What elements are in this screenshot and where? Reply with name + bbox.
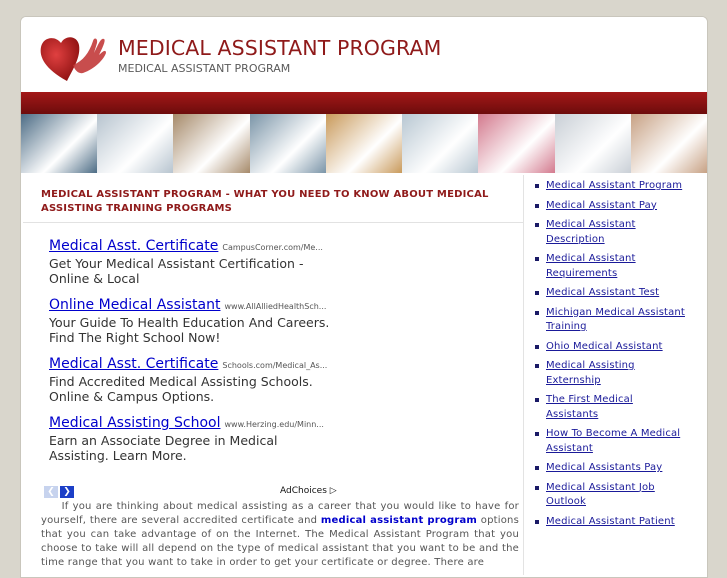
sidebar — [527, 175, 707, 575]
site-title[interactable]: MEDICAL ASSISTANT PROGRAM — [118, 36, 442, 60]
banner-tile — [555, 114, 631, 173]
heart-hands-icon[interactable] — [37, 31, 107, 83]
ad-title-link[interactable]: Medical Assisting School — [49, 415, 221, 431]
article-text: If you are thinking about medical assisting as a career that you would like to have for yourself, there are several accredited certificate and — [41, 501, 519, 526]
sidebar-item — [535, 515, 686, 530]
bullet-icon — [535, 204, 539, 208]
bullet-icon — [535, 486, 539, 490]
ad-title-link[interactable]: Medical Asst. Certificate — [49, 238, 219, 254]
sidebar-link[interactable]: Medical Assistant Test — [546, 287, 660, 298]
bullet-icon — [535, 364, 539, 368]
chevron-right-icon: ❯ — [63, 487, 71, 497]
banner-tile — [326, 114, 402, 173]
bullet-icon — [535, 466, 539, 470]
ad-title-link[interactable]: Medical Asst. Certificate — [49, 356, 219, 372]
sidebar-item — [535, 461, 686, 476]
ad-description: Get Your Medical Assistant Certification - Online & Local — [49, 256, 304, 286]
adchoices-link[interactable] — [280, 486, 337, 496]
sidebar-link[interactable]: Medical Assistant Job Outlook — [546, 481, 655, 507]
sidebar-link-list — [535, 179, 686, 534]
banner-tile — [402, 114, 478, 173]
bullet-icon — [535, 520, 539, 524]
ad-prev-button[interactable] — [44, 486, 58, 498]
banner-tile — [631, 114, 707, 173]
sidebar-link[interactable]: Medical Assistants Pay — [546, 462, 663, 473]
sidebar-item — [535, 359, 686, 388]
banner-tile — [173, 114, 249, 173]
sidebar-item — [535, 427, 686, 456]
ad-url[interactable]: Schools.com/Medical_As... — [222, 361, 328, 370]
ad-url[interactable]: CampusCorner.com/Me... — [222, 243, 323, 252]
bullet-icon — [535, 432, 539, 436]
ad-nav — [44, 486, 74, 498]
site-header — [21, 17, 707, 93]
sidebar-link[interactable]: How To Become A Medical Assistant — [546, 428, 681, 454]
bullet-icon — [535, 345, 539, 349]
site-subtitle: MEDICAL ASSISTANT PROGRAM — [118, 62, 291, 75]
sidebar-item — [535, 340, 686, 355]
ad-description: Your Guide To Health Education And Careers. Find The Right School Now! — [49, 315, 330, 345]
bullet-icon — [535, 311, 539, 315]
ad-block — [49, 294, 519, 345]
bullet-icon — [535, 184, 539, 188]
sidebar-item — [535, 306, 686, 335]
sidebar-link[interactable]: The First Medical Assistants — [546, 394, 633, 420]
program-link[interactable]: medical assistant program — [320, 515, 478, 526]
ad-next-button[interactable] — [60, 486, 74, 498]
ad-description: Earn an Associate Degree in Medical Assisting. Learn More. — [49, 433, 278, 463]
sidebar-link[interactable]: Medical Assistant Requirements — [546, 253, 636, 279]
sidebar-link[interactable]: Ohio Medical Assistant — [546, 340, 663, 352]
article-heading: MEDICAL ASSISTANT PROGRAM - WHAT YOU NEED TO KNOW ABOUT MEDICAL ASSISTING TRAINING PROGRAMS — [41, 189, 489, 214]
ad-url[interactable]: www.Herzing.edu/Minn... — [224, 420, 324, 429]
banner-tile — [478, 114, 554, 173]
page-container — [20, 16, 708, 578]
sidebar-item — [535, 199, 686, 214]
ad-block — [49, 353, 519, 404]
sidebar-link[interactable]: Medical Assistant Description — [546, 219, 636, 245]
divider — [23, 222, 523, 223]
bullet-icon — [535, 257, 539, 261]
bullet-icon — [535, 223, 539, 227]
adchoices-icon: ▷ — [329, 486, 337, 496]
bullet-icon — [535, 398, 539, 402]
sidebar-link[interactable]: Medical Assistant Program — [546, 180, 683, 191]
banner-tile — [250, 114, 326, 173]
sidebar-link[interactable]: Medical Assisting Externship — [546, 360, 635, 386]
header-red-bar — [21, 92, 707, 114]
article-text: options that you can take advantage of on the Internet. The Medical Assistant Program that you choose to take will all depend on the type of medical assistant that you want to be and the time range that you want to take in order to get your certificate or degree. There are — [41, 515, 519, 568]
banner-image-strip — [21, 114, 707, 173]
ad-description: Find Accredited Medical Assisting Schools. Online & Campus Options. — [49, 374, 313, 404]
bullet-icon — [535, 291, 539, 295]
article-body — [41, 500, 519, 570]
sidebar-link[interactable]: Michigan Medical Assistant Training — [546, 306, 685, 332]
chevron-left-icon: ❮ — [47, 487, 55, 497]
ad-block — [49, 412, 519, 463]
banner-tile — [21, 114, 97, 173]
ad-title-link[interactable]: Online Medical Assistant — [49, 297, 221, 313]
sidebar-item — [535, 393, 686, 422]
sidebar-link[interactable]: Medical Assistant Patient — [546, 515, 675, 527]
ad-url[interactable]: www.AllAlliedHealthSch... — [224, 302, 327, 311]
sidebar-item — [535, 179, 686, 194]
sidebar-item — [535, 218, 686, 247]
sidebar-item — [535, 481, 686, 510]
main-content — [22, 175, 524, 575]
sidebar-item — [535, 286, 686, 301]
adchoices-label: AdChoices — [280, 486, 327, 496]
sidebar-item — [535, 252, 686, 281]
ad-block — [49, 235, 519, 286]
sidebar-link[interactable]: Medical Assistant Pay — [546, 199, 658, 211]
banner-tile — [97, 114, 173, 173]
